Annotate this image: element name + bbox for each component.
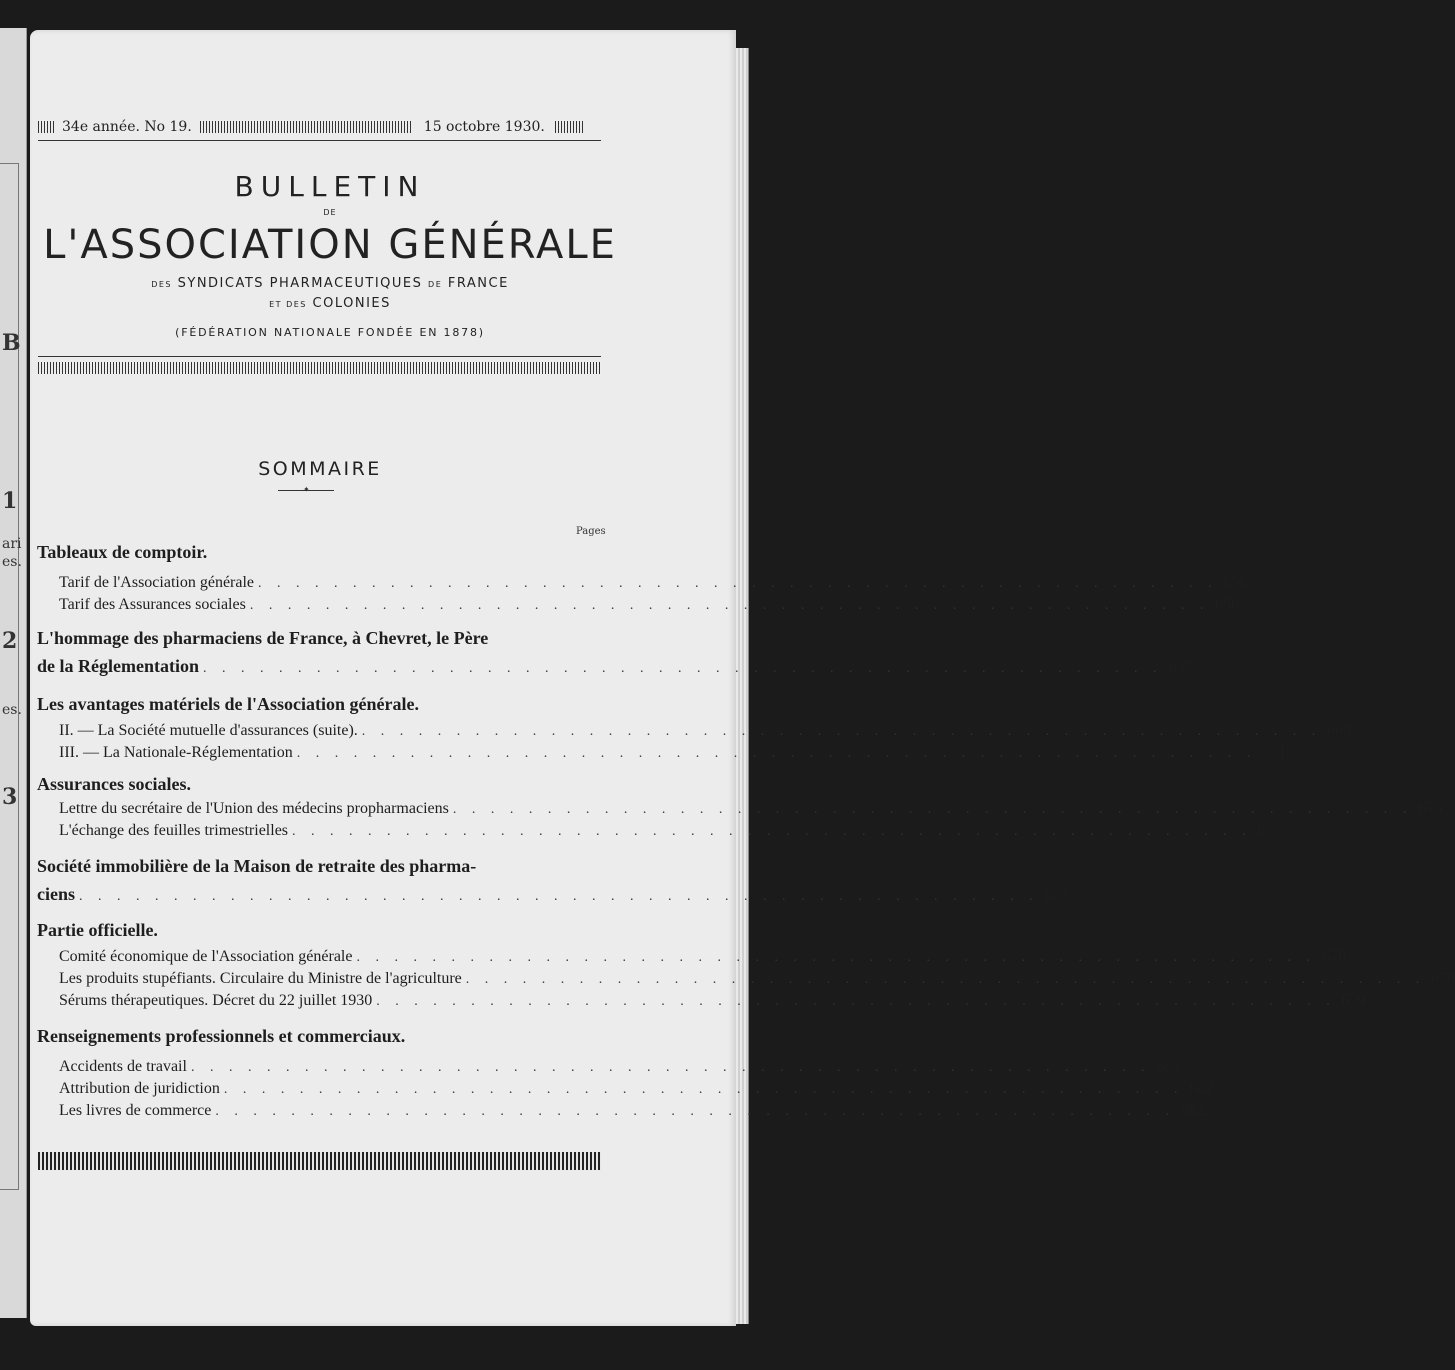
toc-entry	[59, 574, 1248, 592]
toc-page-number: 656	[1223, 574, 1248, 591]
toc-page-number: 682	[1189, 1080, 1214, 1097]
left-fragment-text: es.	[2, 554, 22, 570]
toc-leader: . . . . . . . . . . . . . . . . . . . . . . . . . . . . . . . . . . . . . . . . . . . . . . . . . . .	[465, 972, 1426, 987]
toc-leader: . . . . . . . . . . . . . . . . . . . . . . . . . . . . . . . . . . . . . . . . . . . . . . . . . . .	[292, 824, 1252, 839]
document-page	[30, 30, 1455, 1326]
toc-entry-label: Comité économique de l'Association générale	[59, 948, 353, 965]
toc-page-number: 682	[1156, 1058, 1181, 1075]
toc-page-number: 675	[1257, 822, 1282, 839]
toc-leader: . . . . . . . . . . . . . . . . . . . . . . . . . . . . . . . . . . . . . . . . . . . . . . . . . . .	[223, 1082, 1184, 1097]
left-fragment-text: B	[2, 330, 21, 356]
masthead-association: L'ASSOCIATION GÉNÉRALE	[43, 222, 617, 268]
toc-leader: . . . . . . . . . . . . . . . . . . . . . . . . . . . . . . . . . . . . . . . . . . . . . . . . . . .	[452, 802, 1413, 817]
toc-entry-label: Sérums thérapeutiques. Décret du 22 juillet 1930	[59, 992, 373, 1009]
left-fragment-text: 3	[2, 784, 18, 810]
toc-entry-label: III. — La Nationale-Réglementation	[59, 744, 293, 761]
toc-leader: . . . . . . . . . . . . . . . . . . . . . . . . . . . . . . . . . . . . . . . . . . . . . . . . . . .	[190, 1060, 1151, 1075]
toc-leader: . . . . . . . . . . . . . . . . . . . . . . . . . . . . . . . . . . . . . . . . . . . . . . . . . . .	[215, 1104, 1175, 1119]
issue-date: 15 octobre 1930.	[423, 119, 545, 135]
left-fragment-text: ari	[2, 536, 22, 552]
toc-entry-label: Les livres de commerce	[59, 1102, 212, 1119]
toc-page-number: 676	[1044, 887, 1069, 904]
left-facing-page	[0, 28, 27, 1318]
toc-entry	[59, 992, 1366, 1010]
toc-section-heading: Renseignements professionnels et commerciaux.	[37, 1026, 406, 1046]
masthead-de: DE	[323, 208, 337, 217]
toc-section-heading: Les avantages matériels de l'Association générale.	[37, 694, 419, 714]
sommaire-ornament-dot: ✦	[303, 485, 310, 494]
toc-section-heading: Assurances sociales.	[37, 774, 191, 794]
toc-page-number: 657	[1168, 659, 1193, 676]
toc-section-heading: Partie officielle.	[37, 920, 158, 940]
toc-page-number: 682	[1180, 1102, 1205, 1119]
sommaire-title: SOMMAIRE	[258, 458, 382, 480]
toc-leader: . . . . . . . . . . . . . . . . . . . . . . . . . . . . . . . . . . . . . . . . . . . . . . . . . . .	[296, 746, 1257, 761]
toc-leader: . . . . . . . . . . . . . . . . . . . . . . . . . . . . . . . . . . . . . . . . . . . . . . . . . . .	[249, 598, 1210, 613]
masthead-federation: (FÉDÉRATION NATIONALE FONDÉE EN 1878)	[175, 326, 485, 339]
toc-entry	[37, 656, 1193, 677]
toc-leader: . . . . . . . . . . . . . . . . . . . . . . . . . . . . . . . . . . . . . . . . . . . . . . . . . . .	[79, 889, 1039, 904]
toc-entry-label: Tarif des Assurances sociales	[59, 596, 246, 613]
left-fragment-text: 2	[2, 628, 18, 654]
left-page-frame	[0, 163, 19, 1190]
toc-leader: . . . . . . . . . . . . . . . . . . . . . . . . . . . . . . . . . . . . . . . . . . . . . . . . . . .	[202, 661, 1163, 676]
left-fragment-text: es.	[2, 702, 22, 718]
toc-page-number: 675	[1418, 800, 1443, 817]
toc-entry	[59, 1080, 1214, 1098]
toc-entry-label: Attribution de juridiction	[59, 1080, 220, 1097]
toc-entry	[59, 800, 1443, 818]
masthead-small-word: DES	[151, 280, 172, 289]
toc-entry-label: Accidents de travail	[59, 1058, 187, 1075]
issue-number: 34e année. No 19.	[62, 119, 192, 135]
toc-entry-label: ciens	[37, 884, 75, 904]
toc-leader: . . . . . . . . . . . . . . . . . . . . . . . . . . . . . . . . . . . . . . . . . . . . . . . . . . .	[258, 576, 1218, 591]
toc-entry-label: Les produits stupéfiants. Circulaire du Ministre de l'agriculture	[59, 970, 462, 987]
toc-leader: . . . . . . . . . . . . . . . . . . . . . . . . . . . . . . . . . . . . . . . . . . . . . . . . . . .	[356, 950, 1316, 965]
toc-entry-label: II. — La Société mutuelle d'assurances (suite).	[59, 722, 358, 739]
toc-page-number: 669	[1327, 722, 1352, 739]
toc-page-number: 679	[1341, 992, 1366, 1009]
toc-entry	[59, 1102, 1205, 1120]
toc-entry	[59, 722, 1352, 740]
masthead-syndicats-text: SYNDICATS PHARMACEUTIQUES	[177, 276, 423, 291]
toc-leader: . . . . . . . . . . . . . . . . . . . . . . . . . . . . . . . . . . . . . . . . . . . . . . . . . . .	[361, 724, 1322, 739]
toc-entry-label: de la Réglementation	[37, 656, 199, 676]
toc-page-number: 679	[1431, 970, 1455, 987]
toc-section-heading: Société immobilière de la Maison de retraite des pharma-	[37, 856, 477, 876]
toc-leader: . . . . . . . . . . . . . . . . . . . . . . . . . . . . . . . . . . . . . . . . . . . . . . . . . . .	[376, 994, 1336, 1009]
table-of-contents	[37, 30, 1455, 1326]
toc-entry	[59, 1058, 1181, 1076]
masthead-bulletin: BULLETIN	[234, 170, 426, 203]
pages-column-label: Pages	[576, 526, 606, 537]
masthead-small-word: DE	[428, 280, 443, 289]
toc-page-number: 671	[1262, 744, 1287, 761]
toc-entry-label: Lettre du secrétaire de l'Union des médecins propharmaciens	[59, 800, 449, 817]
footer-hatch-band	[38, 1152, 601, 1170]
toc-entry	[59, 744, 1287, 762]
masthead-france-text: FRANCE	[447, 276, 509, 291]
masthead-small-word: ET DES	[269, 300, 307, 309]
toc-entry	[59, 596, 1240, 614]
toc-entry-label: L'échange des feuilles trimestrielles	[59, 822, 289, 839]
toc-page-number: 678	[1321, 948, 1346, 965]
toc-page-number: 656	[1215, 596, 1240, 613]
masthead-colonies-text: COLONIES	[312, 296, 391, 311]
toc-entry	[59, 970, 1455, 988]
toc-entry	[37, 884, 1069, 905]
toc-section-heading: Tableaux de comptoir.	[37, 542, 208, 562]
toc-section-heading: L'hommage des pharmaciens de France, à Chevret, le Père	[37, 628, 489, 648]
toc-entry	[59, 948, 1346, 966]
left-fragment-text: 1	[2, 488, 18, 514]
toc-entry-label: Tarif de l'Association générale	[59, 574, 255, 591]
toc-entry	[59, 822, 1282, 840]
